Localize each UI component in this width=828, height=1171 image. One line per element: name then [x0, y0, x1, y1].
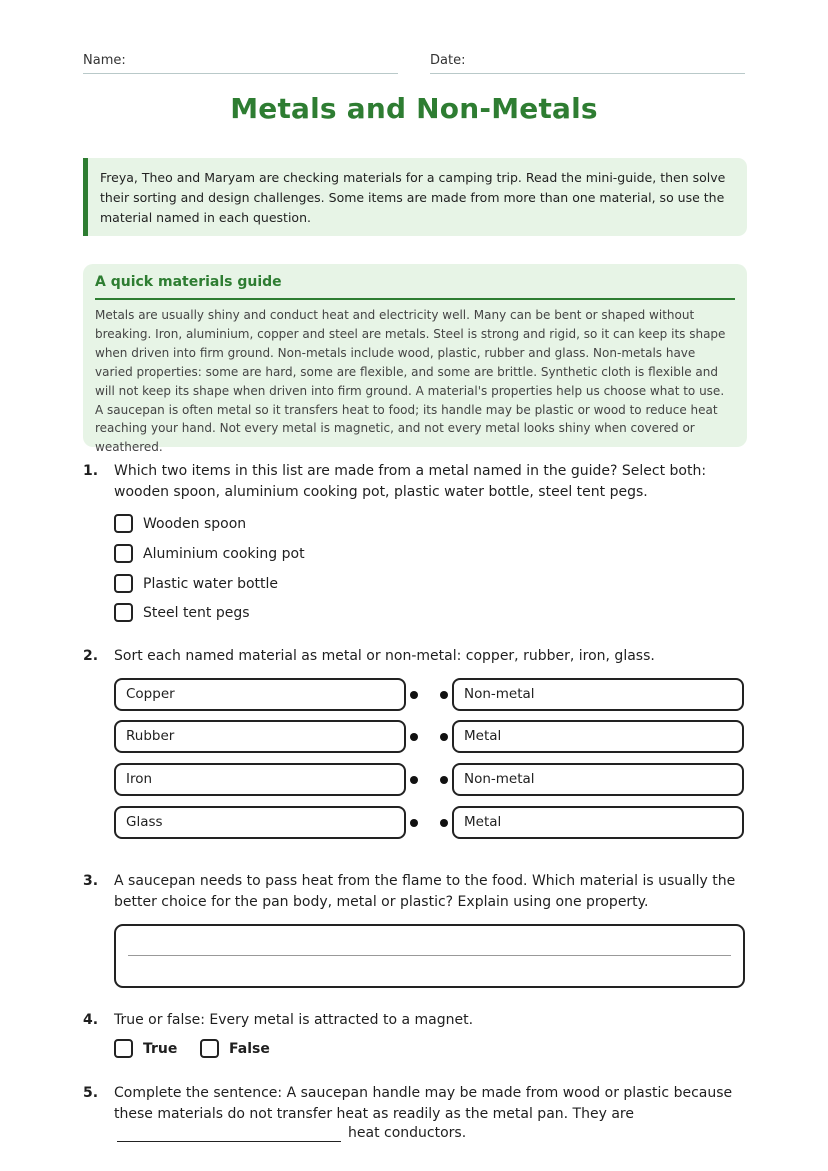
- q3-answer-box[interactable]: [114, 924, 745, 988]
- match-dot-right[interactable]: [440, 776, 448, 784]
- q1-option-wooden-spoon[interactable]: [114, 514, 246, 533]
- match-item-right[interactable]: Metal: [452, 720, 744, 753]
- option-label: Wooden spoon: [143, 515, 247, 532]
- question-text: Complete the sentence: A saucepan handle may be made from wood or plastic because these materials do not transfer heat as readily as the metal pan. They are: [114, 1085, 733, 1122]
- checkbox[interactable]: [200, 1039, 219, 1058]
- question-number: 3.: [83, 873, 99, 889]
- question-4: [83, 1010, 745, 1031]
- match-item-left[interactable]: Iron: [114, 763, 406, 796]
- q1-option-aluminium-pot[interactable]: [114, 544, 305, 563]
- question-3: [83, 871, 745, 913]
- question-2: [83, 646, 745, 667]
- option-label: Aluminium cooking pot: [143, 545, 305, 562]
- match-dot-left[interactable]: [410, 733, 418, 741]
- match-dot-left[interactable]: [410, 691, 418, 699]
- match-item-left[interactable]: Rubber: [114, 720, 406, 753]
- materials-guide: [83, 264, 747, 455]
- q4-option-true[interactable]: [114, 1039, 177, 1058]
- match-item-right[interactable]: Non-metal: [452, 763, 744, 796]
- match-dot-left[interactable]: [410, 819, 418, 827]
- option-label: False: [229, 1040, 270, 1057]
- name-label: Name:: [83, 53, 126, 68]
- checkbox[interactable]: [114, 574, 133, 593]
- option-label: Steel tent pegs: [143, 604, 250, 621]
- q1-option-steel-pegs[interactable]: [114, 603, 250, 622]
- match-dot-right[interactable]: [440, 819, 448, 827]
- name-field[interactable]: [83, 53, 398, 74]
- intro-callout: Freya, Theo and Maryam are checking materials for a camping trip. Read the mini-guide, then solve their sorting and design challenges. Some items are made from more than one material, so use the material named in each question.: [83, 158, 747, 236]
- question-number: 5.: [83, 1085, 99, 1101]
- match-dot-right[interactable]: [440, 691, 448, 699]
- match-dot-left[interactable]: [410, 776, 418, 784]
- option-label: True: [143, 1040, 178, 1057]
- checkbox[interactable]: [114, 603, 133, 622]
- match-dot-right[interactable]: [440, 733, 448, 741]
- match-item-left[interactable]: Glass: [114, 806, 406, 839]
- q5-tail-text: heat conductors.: [348, 1125, 467, 1141]
- match-item-right[interactable]: Non-metal: [452, 678, 744, 711]
- date-field[interactable]: [430, 53, 745, 74]
- page-title: Metals and Non-Metals: [230, 92, 598, 125]
- question-number: 1.: [83, 463, 99, 479]
- q1-option-plastic-bottle[interactable]: [114, 574, 278, 593]
- checkbox[interactable]: [114, 514, 133, 533]
- q5-blank[interactable]: [117, 1141, 341, 1142]
- question-text: Sort each named material as metal or non-metal: copper, rubber, iron, glass.: [114, 648, 655, 664]
- question-text: Which two items in this list are made from a metal named in the guide? Select both: wooden spoon, aluminium cooking pot, plastic water bottle, steel tent pegs.: [114, 463, 707, 500]
- match-item-right[interactable]: Metal: [452, 806, 744, 839]
- guide-body: Metals are usually shiny and conduct heat and electricity well. Many can be bent or shaped without breaking. Iron, aluminium, copper and steel are metals. Steel is strong and rigid, so it can keep its shape when driven into firm ground. Non-metals include wood, plastic, rubber and glass. Non-metals have varied properties: some are hard, some are flexible, and some are brittle. Synthetic cloth is flexible and will not keep its shape when driven into firm ground. A material's properties help us choose what to use. A saucepan is often metal so it transfers heat to food; its handle may be plastic or wood to reduce heat reaching your hand. Not every metal is magnetic, and not every metal looks shiny when covered or weathered.: [95, 308, 726, 455]
- question-1: [83, 461, 745, 503]
- guide-heading: A quick materials guide: [95, 274, 735, 300]
- question-number: 4.: [83, 1012, 99, 1028]
- question-text: True or false: Every metal is attracted to a magnet.: [114, 1012, 474, 1028]
- question-text: A saucepan needs to pass heat from the flame to the food. Which material is usually the better choice for the pan body, metal or plastic? Explain using one property.: [114, 873, 736, 910]
- match-item-left[interactable]: Copper: [114, 678, 406, 711]
- checkbox[interactable]: [114, 544, 133, 563]
- answer-line: [128, 955, 731, 956]
- question-5: [83, 1083, 745, 1125]
- date-label: Date:: [430, 53, 466, 68]
- checkbox[interactable]: [114, 1039, 133, 1058]
- option-label: Plastic water bottle: [143, 575, 279, 592]
- q4-option-false[interactable]: [200, 1039, 270, 1058]
- question-number: 2.: [83, 648, 99, 664]
